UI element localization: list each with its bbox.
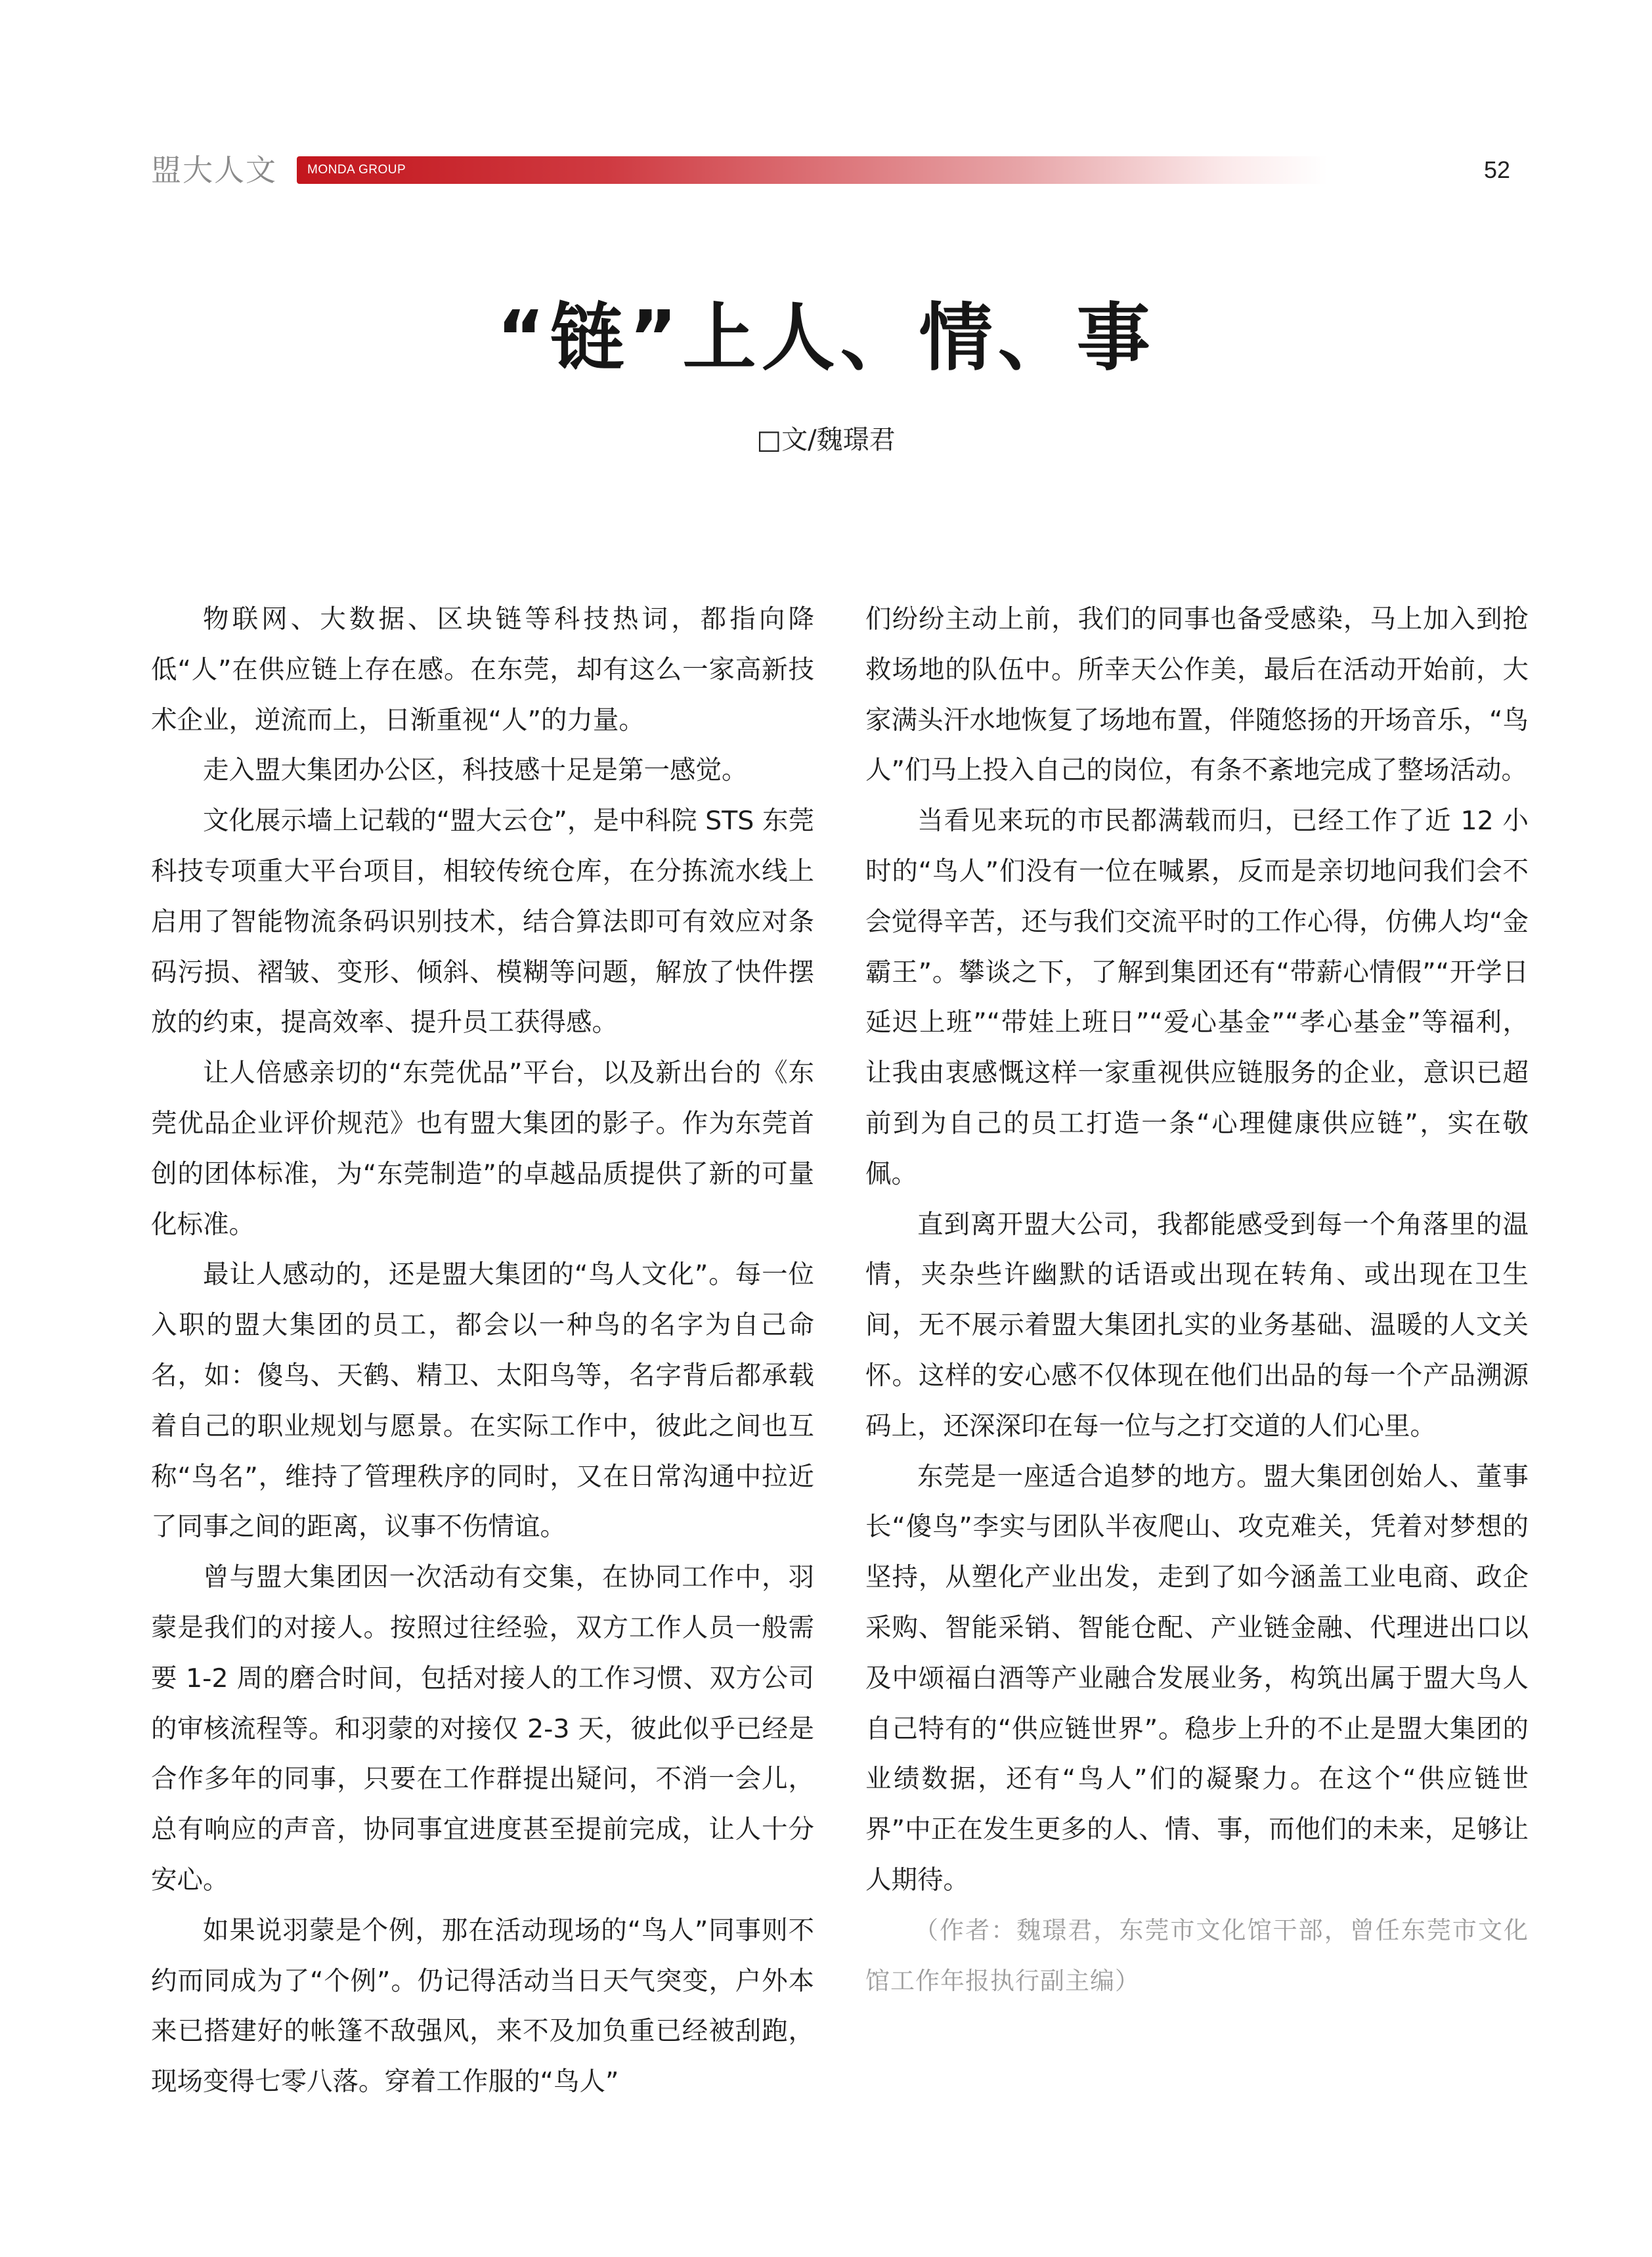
- paragraph: 当看见来玩的市民都满载而归，已经工作了近 12 小时的“鸟人”们没有一位在喊累，反而是亲切地问我们会不会觉得辛苦，还与我们交流平时的工作心得，仿佛人均“金霸王”。攀谈之下，了解到集团还有“带薪心情假”“开学日延迟上班”“带娃上班日”“爱心基金”“孝心基金”等福利，让我由衷感慨这样一家重视供应链服务的企业，意识已超前到为自己的员工打造一条“心理健康供应链”，实在敬佩。: [865, 806, 1529, 1189]
- paragraph: 直到离开盟大公司，我都能感受到每一个角落里的温情，夹杂些许幽默的话语或出现在转角、或出现在卫生间，无不展示着盟大集团扎实的业务基础、温暖的人文关怀。这样的安心感不仅体现在他们出品的每一个产品溯源码上，还深深印在每一位与之打交道的人们心里。: [865, 1209, 1529, 1441]
- paragraph: 最让人感动的，还是盟大集团的“鸟人文化”。每一位入职的盟大集团的员工，都会以一种鸟的名字为自己命名，如：傻鸟、天鹤、精卫、太阳鸟等，名字背后都承载着自己的职业规划与愿景。在实际工作中，彼此之间也互称“鸟名”，维持了管理秩序的同时，又在日常沟通中拉近了同事之间的距离，议事不伤情谊。: [151, 1260, 814, 1543]
- paragraph: 曾与盟大集团因一次活动有交集，在协同工作中，羽蒙是我们的对接人。按照过往经验，双方工作人员一般需要 1-2 周的磨合时间，包括对接人的工作习惯、双方公司的审核流程等。和羽蒙的对接仅 2-3 天，彼此似乎已经是合作多年的同事，只要在工作群提出疑问，不消一会儿，总有响应的声音，协同事宜进度甚至提前完成，让人十分安心。: [151, 1562, 814, 1895]
- paragraph: 东莞是一座适合追梦的地方。盟大集团创始人、董事长“傻鸟”李实与团队半夜爬山、攻克难关，凭着对梦想的坚持，从塑化产业出发，走到了如今涵盖工业电商、政企采购、智能采销、智能仓配、产业链金融、代理进出口以及中颂福白酒等产业融合发展业务，构筑出属于盟大鸟人自己特有的“供应链世界”。稳步上升的不止是盟大集团的业绩数据，还有“鸟人”们的凝聚力。在这个“供应链世界”中正在发生更多的人、情、事，而他们的未来，足够让人期待。: [865, 1461, 1529, 1895]
- page-number: 52: [1483, 156, 1510, 183]
- paragraph-continued: 们纷纷主动上前，我们的同事也备受感染，马上加入到抢救场地的队伍中。所幸天公作美，最后在活动开始前，大家满头汗水地恢复了场地布置，伴随悠扬的开场音乐，“鸟人”们马上投入自己的岗位，有条不紊地完成了整场活动。: [865, 604, 1529, 786]
- brand-band: [297, 156, 1328, 184]
- article-byline: □文/魏璟君: [756, 425, 896, 455]
- paragraph: 如果说羽蒙是个例，那在活动现场的“鸟人”同事则不约而同成为了“个例”。仍记得活动当日天气突变，户外本来已搭建好的帐篷不敌强风，来不及加负重已经被刮跑，现场变得七零八落。穿着工作服的“鸟人”: [151, 1915, 814, 2097]
- author-note: （作者：魏璟君，东莞市文化馆干部，曾任东莞市文化馆工作年报执行副主编）: [865, 1916, 1529, 1995]
- page-header: [151, 150, 1510, 190]
- brand-band-label: MONDA GROUP: [307, 163, 406, 177]
- article-column-right: [865, 594, 1529, 2006]
- article-column-left: [151, 594, 814, 2107]
- paragraph: 文化展示墙上记载的“盟大云仓”，是中科院 STS 东莞科技专项重大平台项目，相较传统仓库，在分拣流水线上启用了智能物流条码识别技术，结合算法即可有效应对条码污损、褶皱、变形、倾斜、模糊等问题，解放了快件摆放的约束，提高效率、提升员工获得感。: [151, 806, 814, 1038]
- paragraph: 物联网、大数据、区块链等科技热词，都指向降低“人”在供应链上存在感。在东莞，却有这么一家高新技术企业，逆流而上，日渐重视“人”的力量。: [151, 604, 814, 735]
- section-brand: 盟大人文: [151, 152, 277, 188]
- paragraph: 走入盟大集团办公区，科技感十足是第一感觉。: [203, 755, 748, 786]
- paragraph: 让人倍感亲切的“东莞优品”平台，以及新出台的《东莞优品企业评价规范》也有盟大集团的影子。作为东莞首创的团体标准，为“东莞制造”的卓越品质提供了新的可量化标准。: [151, 1058, 814, 1240]
- article-title: “链”上人、情、事: [496, 296, 1156, 381]
